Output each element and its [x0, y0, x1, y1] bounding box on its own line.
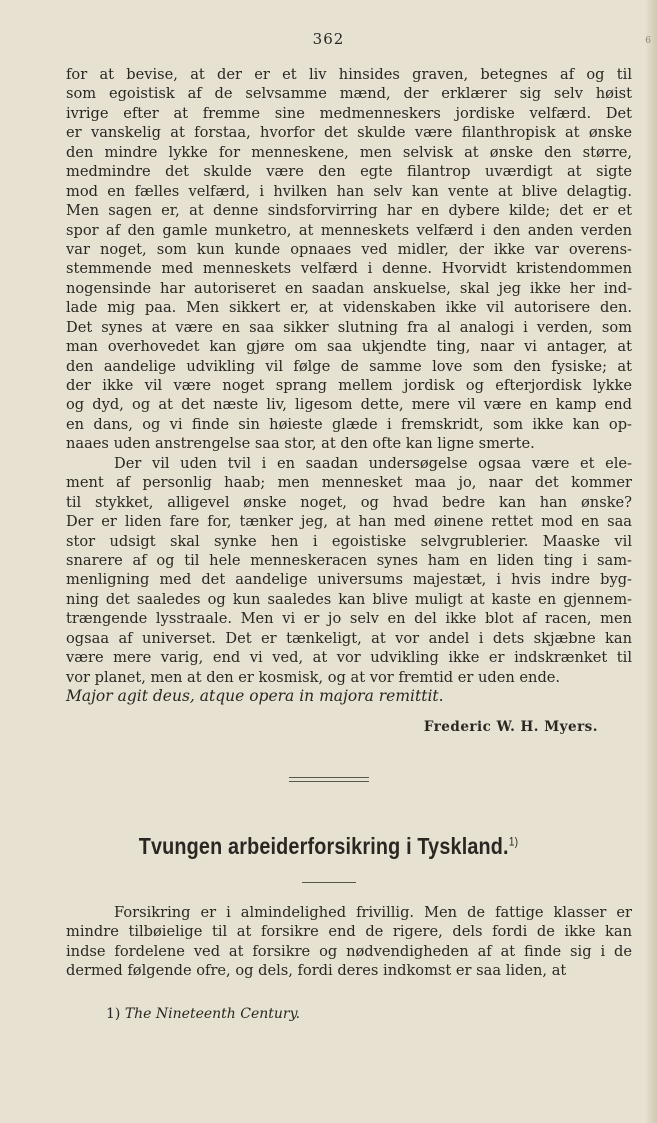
text-line: indse fordelene ved at forsikre og nødvendigheden af at finde sig i de — [66, 942, 632, 960]
page-number: 362 — [312, 30, 345, 48]
text-line: var noget, som kun kunde opnaaes ved midler, der ikke var overens- — [66, 240, 632, 258]
footnote — [106, 1006, 300, 1022]
paragraph-1 — [66, 65, 632, 454]
corner-mark: 6 — [645, 36, 651, 46]
text-line: til stykket, alligevel ønske noget, og hvad bedre kan han ønske? — [66, 493, 632, 511]
latin-quote: Major agit deus, atque opera in majora remittit. — [66, 687, 444, 705]
text-line: som egoistisk af de selvsamme mænd, der erklærer sig selv høist — [66, 85, 632, 103]
text-line: er vanskelig at forstaa, hvorfor det skulde være filanthropisk at ønske — [66, 124, 632, 142]
text-line: stor udsigt skal synke hen i egoistiske selvgrublerier. Maaske vil — [66, 532, 632, 550]
page-edge — [645, 0, 657, 1123]
text-line: vor planet, men at den er kosmisk, og at vor fremtid er uden ende. — [66, 668, 561, 686]
text-line: og dyd, og at det næste liv, ligesom dette, mere vil være en kamp end — [66, 396, 632, 414]
text-line: Men sagen er, at denne sindsforvirring har en dybere kilde; det er et — [66, 202, 632, 220]
text-line: Forsikring er i almindelighed frivillig. Men de fattige klasser er — [114, 904, 632, 921]
text-line: Der vil uden tvil i en saadan undersøgelse ogsaa være et ele- — [114, 454, 632, 472]
text-line: ning det saaledes og kun saaledes kan blive muligt at kaste en gjennem- — [66, 590, 632, 608]
text-line: dermed følgende ofre, og dels, fordi deres indkomst er saa liden, at — [66, 962, 567, 980]
text-line: en dans, og vi finde sin høieste glæde i fremskridt, som ikke kan op- — [66, 415, 632, 433]
footnote-mark: 1) — [106, 1006, 121, 1022]
text-line: naaes uden anstrengelse saa stor, at den ofte kan ligne smerte. — [66, 435, 535, 453]
text-line: der ikke vil være noget sprang mellem jordisk og efterjordisk lykke — [66, 377, 632, 394]
author-signature: Frederic W. H. Myers. — [423, 719, 598, 735]
paragraph-2 — [66, 454, 632, 687]
divider-rule-top — [289, 777, 369, 778]
text-line: være mere varig, end vi ved, at vor udvikling ikke er indskrænket til — [66, 649, 632, 667]
text-line: man overhovedet kan gjøre om saa ukjendte ting, naar vi antager, at — [66, 338, 632, 356]
heading-text: Tvungen arbeiderforsikring i Tyskland. — [138, 833, 509, 859]
text-line: for at bevise, at der er et liv hinsides graven, betegnes af og til — [66, 66, 632, 83]
text-line: mod en fælles velfærd, i hvilken han selv kan vente at blive delagtig. — [66, 182, 632, 200]
text-line: Der er liden fare for, tænker jeg, at han med øinene rettet mod en saa — [66, 513, 632, 531]
text-line: den aandelige udvikling vil følge de samme love som den fysiske; at — [66, 357, 632, 375]
paragraph-3-lines — [66, 903, 632, 981]
text-line: menligning med det aandelige universums majestæt, i hvis indre byg- — [66, 571, 632, 589]
text-line: ment af personlig haab; men mennesket maa jo, naar det kommer — [66, 474, 632, 492]
article-body — [66, 65, 632, 706]
text-line: ivrige efter at fremme sine medmenneskers jordiske velfærd. Det — [66, 104, 632, 122]
text-line: stemmende med menneskets velfærd i denne. Hvorvidt kristendommen — [66, 260, 632, 278]
text-line: nogensinde har autoriseret en saadan anskuelse, skal jeg ikke her ind- — [66, 279, 632, 297]
text-line: mindre tilbøielige til at forsikre end de rigere, dels fordi de ikke kan — [66, 923, 632, 941]
text-line: lade mig paa. Men sikkert er, at videnskaben ikke vil autorisere den. — [66, 299, 632, 317]
text-line: trængende lysstraale. Men vi er jo selv en del ikke blot af racen, men — [66, 610, 632, 628]
divider-rule-bottom — [289, 781, 369, 782]
footnote-source: The Nineteenth Century. — [124, 1006, 301, 1022]
section-heading — [46, 833, 611, 860]
text-line: ogsaa af universet. Det er tænkeligt, at vor andel i dets skjæbne kan — [66, 629, 632, 647]
text-line: den mindre lykke for menneskene, men selvisk at ønske den større, — [66, 143, 632, 161]
text-line: Det synes at være en saa sikker slutning fra al analogi i verden, som — [66, 318, 632, 336]
text-line: spor af den gamle munketro, at menneskets velfærd i den anden verden — [66, 221, 632, 239]
heading-underline — [302, 882, 356, 883]
text-line: snarere af og til hele menneskeracen synes ham en liden ting i sam- — [66, 551, 632, 569]
text-line: medmindre det skulde være den egte filantrop uværdigt at sigte — [66, 163, 632, 181]
heading-footnote-mark: 1) — [508, 834, 519, 849]
paragraph-3 — [66, 903, 632, 981]
